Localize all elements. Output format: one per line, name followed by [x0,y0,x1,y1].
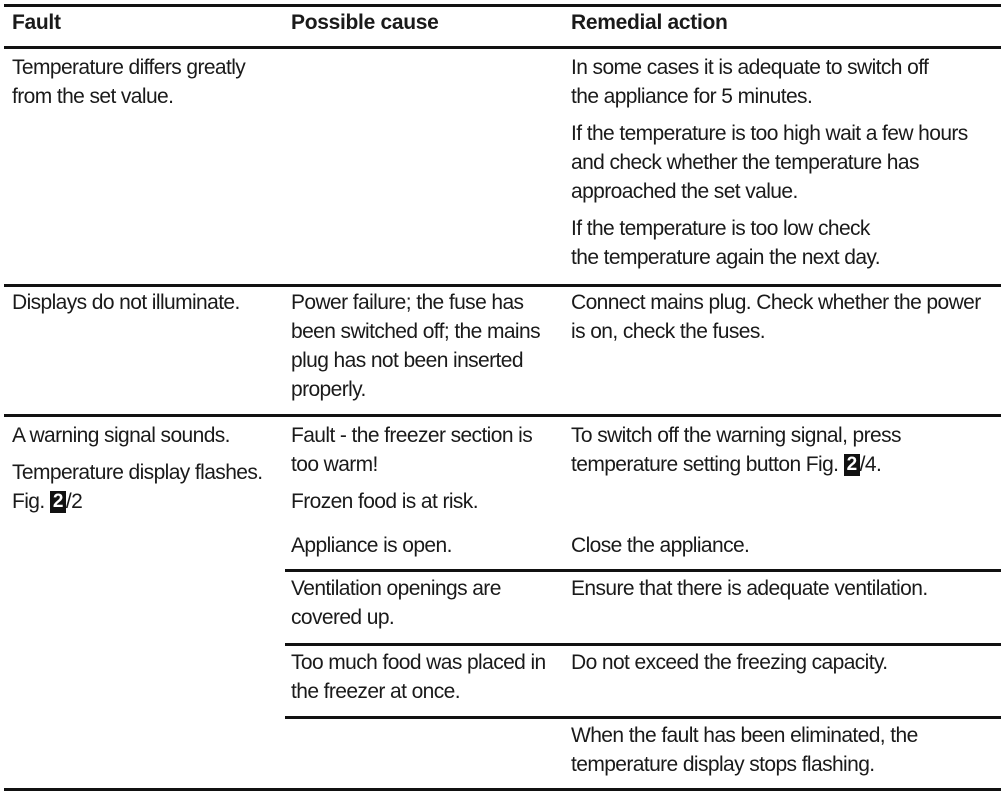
row3-sub1-cause [291,421,532,516]
text-line: Do not exceed the freezing capacity. [571,651,888,674]
text-line: temperature display stops flashing. [571,753,875,776]
row-rule-2 [4,414,1001,417]
figure-number-badge: 2 [50,491,66,513]
header-cause: Possible cause [291,11,439,34]
text-line: plug has not been inserted [291,349,523,372]
header-rule [4,46,1001,49]
text-line: In some cases it is adequate to switch off [571,56,929,79]
subrow-rule-1 [285,569,1001,572]
header-action: Remedial action [571,11,728,34]
text-line: and check whether the temperature has [571,151,919,174]
text-line: been switched off; the mains [291,320,540,343]
text-line: is on, check the fuses. [571,320,765,343]
row3-sub3-cause [291,574,501,632]
row-rule-1 [4,284,1001,287]
text-line: Fault - the freezer section is [291,424,533,447]
text-line: Too much food was placed in [291,651,546,674]
text-line: the freezer at once. [291,680,460,703]
text-line: Connect mains plug. Check whether the power [571,291,981,314]
subrow-rule-2 [285,643,1001,646]
fig-item: /4. [859,453,882,476]
row2-action [571,288,981,346]
text-line: Temperature differs greatly [12,56,246,79]
text-line: Appliance is open. [291,534,452,557]
figure-number-badge: 2 [844,454,860,476]
text-line: approached the set value. [571,180,798,203]
bottom-rule [4,788,1001,791]
row2-cause [291,288,540,404]
row3-sub2-cause [291,531,452,560]
row3-sub3-action [571,574,928,603]
row2-fault [12,288,240,317]
action-paragraph [571,214,968,272]
row3-sub4-action [571,648,888,677]
text-line: When the fault has been eliminated, the [571,724,918,747]
top-rule [4,4,1001,7]
row1-action [571,53,968,280]
text-line: To switch off the warning signal, press [571,424,901,447]
row3-sub4-cause [291,648,546,706]
text-line: If the temperature is too high wait a few hours [571,122,968,145]
text-line: too warm! [291,453,378,476]
subrow-rule-3 [285,716,1001,719]
text-line: Close the appliance. [571,534,750,557]
row3-sub1-action [571,421,901,479]
text-line: If the temperature is too low check [571,217,870,240]
text-line: Power failure; the fuse has [291,291,524,314]
row3-sub5-action [571,721,918,779]
action-paragraph [571,119,968,206]
text-line: the appliance for 5 minutes. [571,85,813,108]
text-line: from the set value. [12,85,174,108]
text-line: Ensure that there is adequate ventilation. [571,577,928,600]
text-line: Frozen food is at risk. [291,490,478,513]
row3-fault [12,421,263,516]
action-paragraph [571,53,968,111]
text-segment: temperature setting button Fig. [571,453,839,476]
header-fault: Fault [12,11,61,34]
cause-paragraph [291,421,532,479]
text-line: Temperature display flashes. [12,461,263,484]
text-line: A warning signal sounds. [12,424,230,447]
text-line: covered up. [291,606,395,629]
text-line: the temperature again the next day. [571,246,880,269]
fig-label: Fig. [12,490,45,513]
text-line [571,450,901,479]
fig-item: /2 [65,490,83,513]
figure-reference [12,487,263,516]
row3-sub2-action [571,531,749,560]
text-line: properly. [291,378,366,401]
row1-fault [12,53,245,111]
text-line: Ventilation openings are [291,577,501,600]
text-line: Displays do not illuminate. [12,291,240,314]
